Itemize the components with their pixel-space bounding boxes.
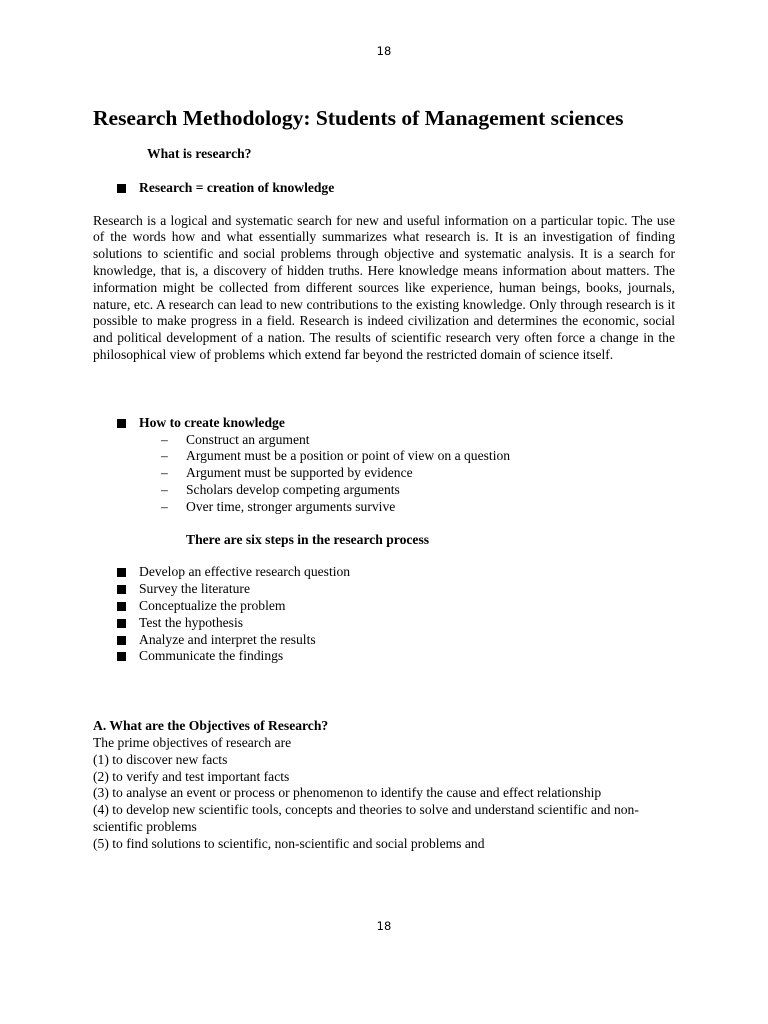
create-knowledge-list — [93, 415, 675, 432]
square-bullet-icon — [117, 602, 126, 611]
list-item — [93, 564, 675, 581]
objective-item: (2) to verify and test important facts — [93, 768, 290, 784]
list-item-text: Construct an argument — [186, 431, 310, 447]
page-title: Research Methodology: Students of Management sciences — [93, 106, 624, 130]
list-item — [93, 415, 675, 432]
research-definition-list — [93, 180, 675, 197]
objectives-heading: A. What are the Objectives of Research? — [93, 718, 329, 734]
objective-item: (3) to analyse an event or process or phenomenon to identify the cause and effect relationship — [93, 785, 602, 801]
research-definition: Research = creation of knowledge — [139, 179, 335, 195]
list-item — [93, 448, 675, 465]
square-bullet-icon — [117, 419, 126, 428]
list-item-text: Test the hypothesis — [139, 614, 244, 630]
six-steps-list — [93, 564, 675, 665]
create-knowledge-heading: How to create knowledge — [139, 414, 285, 430]
research-paragraph: Research is a logical and systematic search for new and useful information on a particular topic. The use of the words how and what essentially summarizes what research is. It is an investigation of finding solutions to scientific and social problems through objective and systematic analysis. It is a search for knowledge, that is, a discovery of hidden truths. Here knowledge means information about matters. The information might be collected from different sources like experience, human beings, books, journals, nature, etc. A research can lead to new contributions to the existing knowledge. Only through research is it possible to make progress in a field. Research is indeed civilization and determines the economic, social and political development of a nation. The results of scientific research very often force a change in the philosophical view of problems which extend far beyond the restricted domain of science itself. — [93, 212, 675, 362]
list-item-text: Communicate the findings — [139, 648, 284, 664]
objective-item: (4) to develop new scientific tools, concepts and theories to solve and understand scientific and non-scientific problems — [93, 802, 639, 834]
list-item — [93, 632, 675, 649]
page-number-top: 18 — [376, 44, 392, 58]
page-number-bottom: 18 — [376, 919, 392, 933]
square-bullet-icon — [117, 652, 126, 661]
six-steps-heading: There are six steps in the research process — [186, 531, 430, 547]
list-item — [93, 615, 675, 632]
document-body — [93, 104, 675, 853]
dash-bullet: – — [161, 448, 168, 464]
list-item — [93, 482, 675, 499]
list-item — [93, 180, 675, 197]
list-item — [93, 648, 675, 665]
list-item-text: Over time, stronger arguments survive — [186, 498, 396, 514]
dash-bullet: – — [161, 431, 168, 447]
list-item-text: Argument must be supported by evidence — [186, 465, 413, 481]
square-bullet-icon — [117, 184, 126, 193]
objectives-intro: The prime objectives of research are — [93, 734, 292, 750]
list-item — [93, 581, 675, 598]
list-item-text: Scholars develop competing arguments — [186, 481, 400, 497]
square-bullet-icon — [117, 619, 126, 628]
square-bullet-icon — [117, 568, 126, 577]
objective-item: (5) to find solutions to scientific, non-scientific and social problems and — [93, 835, 485, 851]
list-item — [93, 499, 675, 516]
list-item-text: Analyze and interpret the results — [139, 631, 316, 647]
list-item-text: Conceptualize the problem — [139, 597, 286, 613]
dash-bullet: – — [161, 481, 168, 497]
dash-bullet: – — [161, 498, 168, 514]
list-item-text: Survey the literature — [139, 581, 250, 597]
objective-item: (1) to discover new facts — [93, 751, 228, 767]
list-item — [93, 432, 675, 449]
list-item-text: Argument must be a position or point of view on a question — [186, 448, 511, 464]
square-bullet-icon — [117, 636, 126, 645]
list-item — [93, 598, 675, 615]
square-bullet-icon — [117, 585, 126, 594]
list-item — [93, 465, 675, 482]
dash-bullet: – — [161, 465, 168, 481]
list-item-text: Develop an effective research question — [139, 564, 351, 580]
what-is-research-subheading: What is research? — [147, 146, 252, 161]
create-knowledge-sublist — [93, 432, 675, 516]
